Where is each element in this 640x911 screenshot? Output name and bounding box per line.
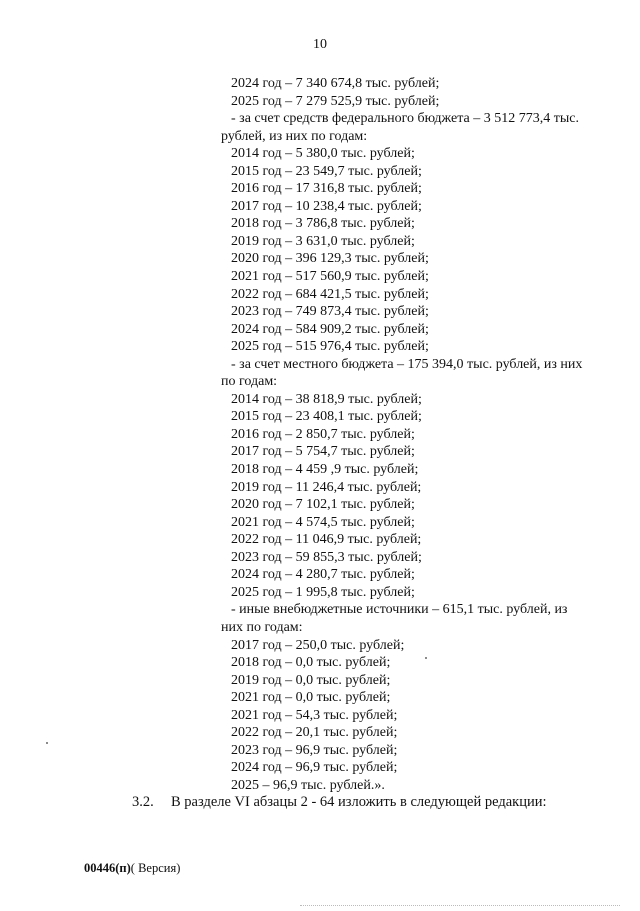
year-amount-line: 2024 год – 96,9 тыс. рублей;: [231, 760, 398, 776]
document-body: [221, 75, 611, 794]
year-amount-line: 2023 год – 749 873,4 тыс. рублей;: [231, 304, 429, 320]
year-amount-line: 2018 год – 4 459 ,9 тыс. рублей;: [231, 462, 419, 478]
year-amount-line: 2021 год – 54,3 тыс. рублей;: [231, 707, 398, 723]
paragraph-line: по годам:: [221, 374, 278, 390]
year-amount-line: 2025 год – 7 279 525,9 тыс. рублей;: [231, 93, 440, 109]
paragraph-line: рублей, из них по годам:: [221, 128, 368, 144]
year-amount-line: 2021 год – 517 560,9 тыс. рублей;: [231, 269, 429, 285]
document-code: [84, 860, 180, 876]
paragraph-line: - за счет местного бюджета – 175 394,0 тыс. рублей, из них: [231, 356, 583, 372]
year-amount-line: 2017 год – 5 754,7 тыс. рублей;: [231, 444, 415, 460]
year-amount-line: 2022 год – 20,1 тыс. рублей;: [231, 725, 398, 741]
document-code-number: 00446(п): [84, 861, 131, 875]
year-amount-line: 2019 год – 0,0 тыс. рублей;: [231, 672, 391, 688]
year-amount-line: 2021 год – 0,0 тыс. рублей;: [231, 690, 391, 706]
year-amount-line: 2016 год – 2 850,7 тыс. рублей;: [231, 426, 415, 442]
scan-speck: [425, 657, 427, 659]
year-amount-line: 2014 год – 5 380,0 тыс. рублей;: [231, 146, 415, 162]
year-amount-line: 2014 год – 38 818,9 тыс. рублей;: [231, 391, 422, 407]
year-amount-line: 2023 год – 96,9 тыс. рублей;: [231, 742, 398, 758]
year-amount-line: 2024 год – 584 909,2 тыс. рублей;: [231, 321, 429, 337]
year-amount-line: 2015 год – 23 549,7 тыс. рублей;: [231, 163, 422, 179]
year-amount-line: 2021 год – 4 574,5 тыс. рублей;: [231, 514, 415, 530]
year-amount-line: 2017 год – 250,0 тыс. рублей;: [231, 637, 405, 653]
year-amount-line: 2025 – 96,9 тыс. рублей.».: [231, 777, 385, 793]
year-amount-line: 2019 год – 11 246,4 тыс. рублей;: [231, 479, 422, 495]
year-amount-line: 2016 год – 17 316,8 тыс. рублей;: [231, 181, 422, 197]
year-amount-line: 2024 год – 4 280,7 тыс. рублей;: [231, 567, 415, 583]
year-amount-line: 2025 год – 1 995,8 тыс. рублей;: [231, 584, 415, 600]
year-amount-line: 2017 год – 10 238,4 тыс. рублей;: [231, 198, 422, 214]
year-amount-line: 2020 год – 7 102,1 тыс. рублей;: [231, 497, 415, 513]
year-amount-line: 2018 год – 3 786,8 тыс. рублей;: [231, 216, 415, 232]
section-text: В разделе VI абзацы 2 - 64 изложить в следующей редакции:: [171, 794, 547, 810]
scan-artifact-line: [300, 905, 620, 906]
paragraph-line: - за счет средств федерального бюджета – 3 512 773,4 тыс.: [231, 111, 579, 127]
year-amount-line: 2025 год – 515 976,4 тыс. рублей;: [231, 339, 429, 355]
paragraph-line: - иные внебюджетные источники – 615,1 тыс. рублей, из: [231, 602, 568, 618]
paragraph-line: них по годам:: [221, 619, 303, 635]
year-amount-line: 2022 год – 684 421,5 тыс. рублей;: [231, 286, 429, 302]
section-number: 3.2.: [132, 794, 154, 810]
year-amount-line: 2022 год – 11 046,9 тыс. рублей;: [231, 532, 422, 548]
year-amount-line: 2024 год – 7 340 674,8 тыс. рублей;: [231, 76, 440, 91]
year-amount-line: 2019 год – 3 631,0 тыс. рублей;: [231, 233, 415, 249]
year-amount-line: 2023 год – 59 855,3 тыс. рублей;: [231, 549, 422, 565]
year-amount-line: 2015 год – 23 408,1 тыс. рублей;: [231, 409, 422, 425]
page-number: 10: [313, 37, 327, 52]
document-code-version: ( Версия): [130, 861, 181, 875]
year-amount-line: 2020 год – 396 129,3 тыс. рублей;: [231, 251, 429, 267]
year-amount-line: 2018 год – 0,0 тыс. рублей;: [231, 655, 391, 671]
scan-speck: [46, 742, 48, 744]
